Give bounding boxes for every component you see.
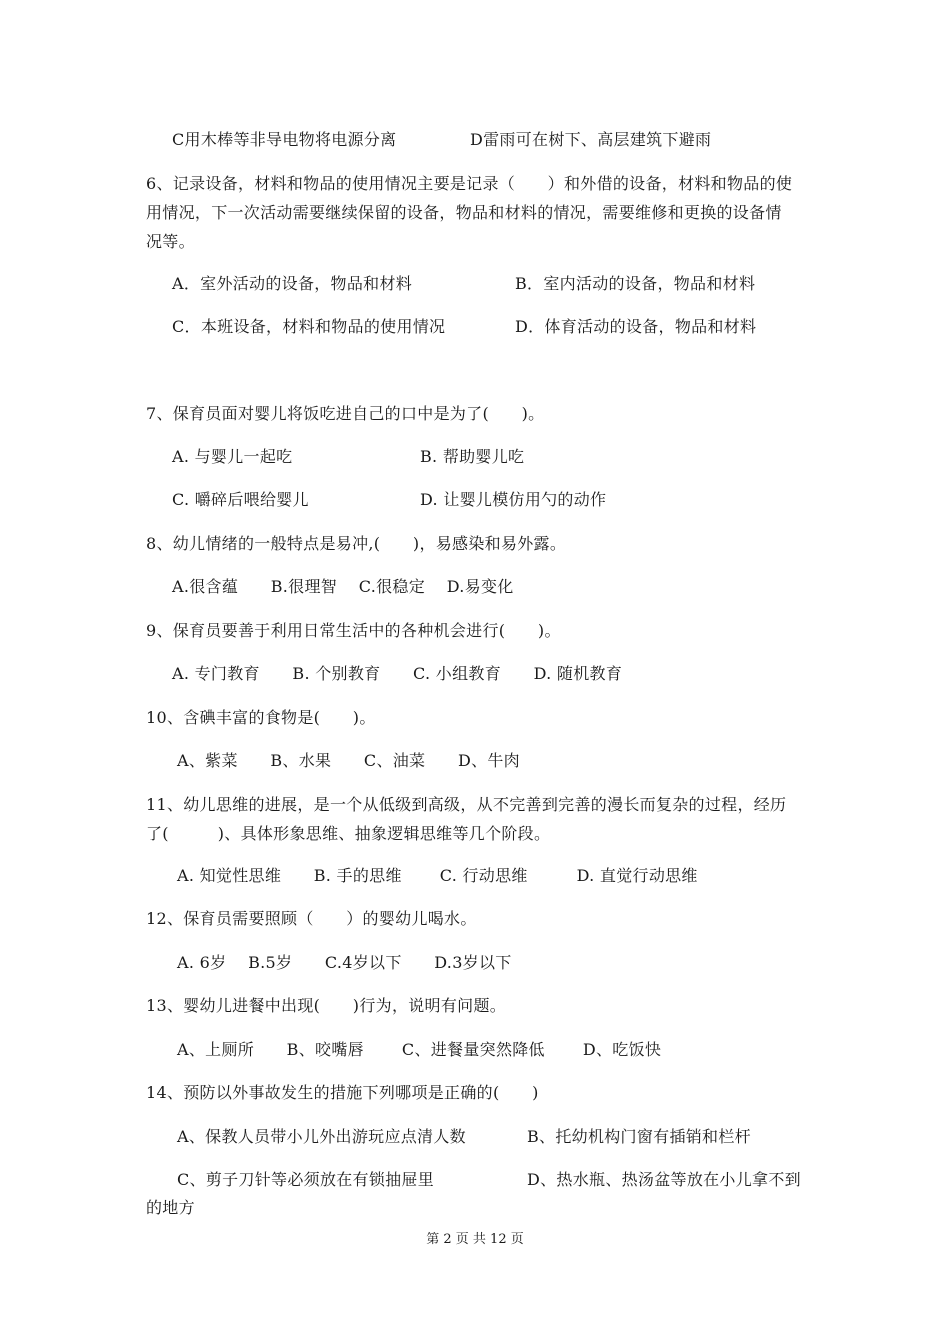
- q6-stem-line1: 6、记录设备，材料和物品的使用情况主要是记录（ ）和外借的设备，材料和物品的使: [146, 174, 793, 193]
- q7-option-b: B. 帮助婴儿吃: [420, 447, 525, 466]
- q5-option-d: D雷雨可在树下、高层建筑下避雨: [470, 130, 712, 149]
- q5-option-c: C用木棒等非导电物将电源分离: [172, 130, 397, 149]
- q14-option-d: D、热水瓶、热汤盆等放在小儿拿不到: [527, 1170, 801, 1189]
- page-number-footer: 第 2 页 共 12 页: [426, 1232, 524, 1247]
- q6-stem-line3: 况等。: [146, 232, 195, 251]
- q14-option-d-continued: 的地方: [146, 1198, 195, 1217]
- q6-stem-line2: 用情况，下一次活动需要继续保留的设备，物品和材料的情况，需要维修和更换的设备情: [146, 203, 782, 222]
- q7-option-a: A. 与婴儿一起吃: [172, 447, 293, 466]
- q6-option-a: A．室外活动的设备，物品和材料: [172, 274, 413, 293]
- q9-options: A. 专门教育 B. 个别教育 C. 小组教育 D. 随机教育: [172, 664, 623, 683]
- q7-stem: 7、保育员面对婴儿将饭吃进自己的口中是为了( )。: [146, 404, 545, 423]
- q10-stem: 10、含碘丰富的食物是( )。: [146, 708, 376, 727]
- q7-option-d: D. 让婴儿模仿用勺的动作: [420, 490, 607, 509]
- q13-options: A、上厕所 B、咬嘴唇 C、进餐量突然降低 D、吃饭快: [177, 1040, 662, 1059]
- q11-stem-line1: 11、幼儿思维的进展，是一个从低级到高级，从不完善到完善的漫长而复杂的过程，经历: [146, 795, 787, 814]
- q10-options: A、紫菜 B、水果 C、油菜 D、牛肉: [177, 751, 520, 770]
- q14-option-a: A、保教人员带小儿外出游玩应点清人数: [177, 1127, 466, 1146]
- q11-options: A. 知觉性思维 B. 手的思维 C. 行动思维 D. 直觉行动思维: [177, 866, 698, 885]
- q8-options: A.很含蕴 B.很理智 C.很稳定 D.易变化: [172, 577, 514, 596]
- q8-stem: 8、幼儿情绪的一般特点是易冲,( )，易感染和易外露。: [146, 534, 567, 553]
- q9-stem: 9、保育员要善于利用日常生活中的各种机会进行( )。: [146, 621, 561, 640]
- q12-options: A. 6岁 B.5岁 C.4岁以下 D.3岁以下: [177, 953, 512, 972]
- q11-stem-line2: 了( )、具体形象思维、抽象逻辑思维等几个阶段。: [146, 824, 551, 843]
- q6-option-d: D．体育活动的设备，物品和材料: [515, 317, 757, 336]
- q13-stem: 13、婴幼儿进餐中出现( )行为，说明有问题。: [146, 996, 507, 1015]
- q14-stem: 14、预防以外事故发生的措施下列哪项是正确的( ): [146, 1083, 539, 1102]
- q6-option-b: B．室内活动的设备，物品和材料: [515, 274, 756, 293]
- q6-option-c: C．本班设备，材料和物品的使用情况: [172, 317, 446, 336]
- q14-option-b: B、托幼机构门窗有插销和栏杆: [527, 1127, 751, 1146]
- q12-stem: 12、保育员需要照顾（ ）的婴幼儿喝水。: [146, 909, 477, 928]
- q7-option-c: C. 嚼碎后喂给婴儿: [172, 490, 309, 509]
- q14-option-c: C、剪子刀针等必须放在有锁抽屉里: [177, 1170, 435, 1189]
